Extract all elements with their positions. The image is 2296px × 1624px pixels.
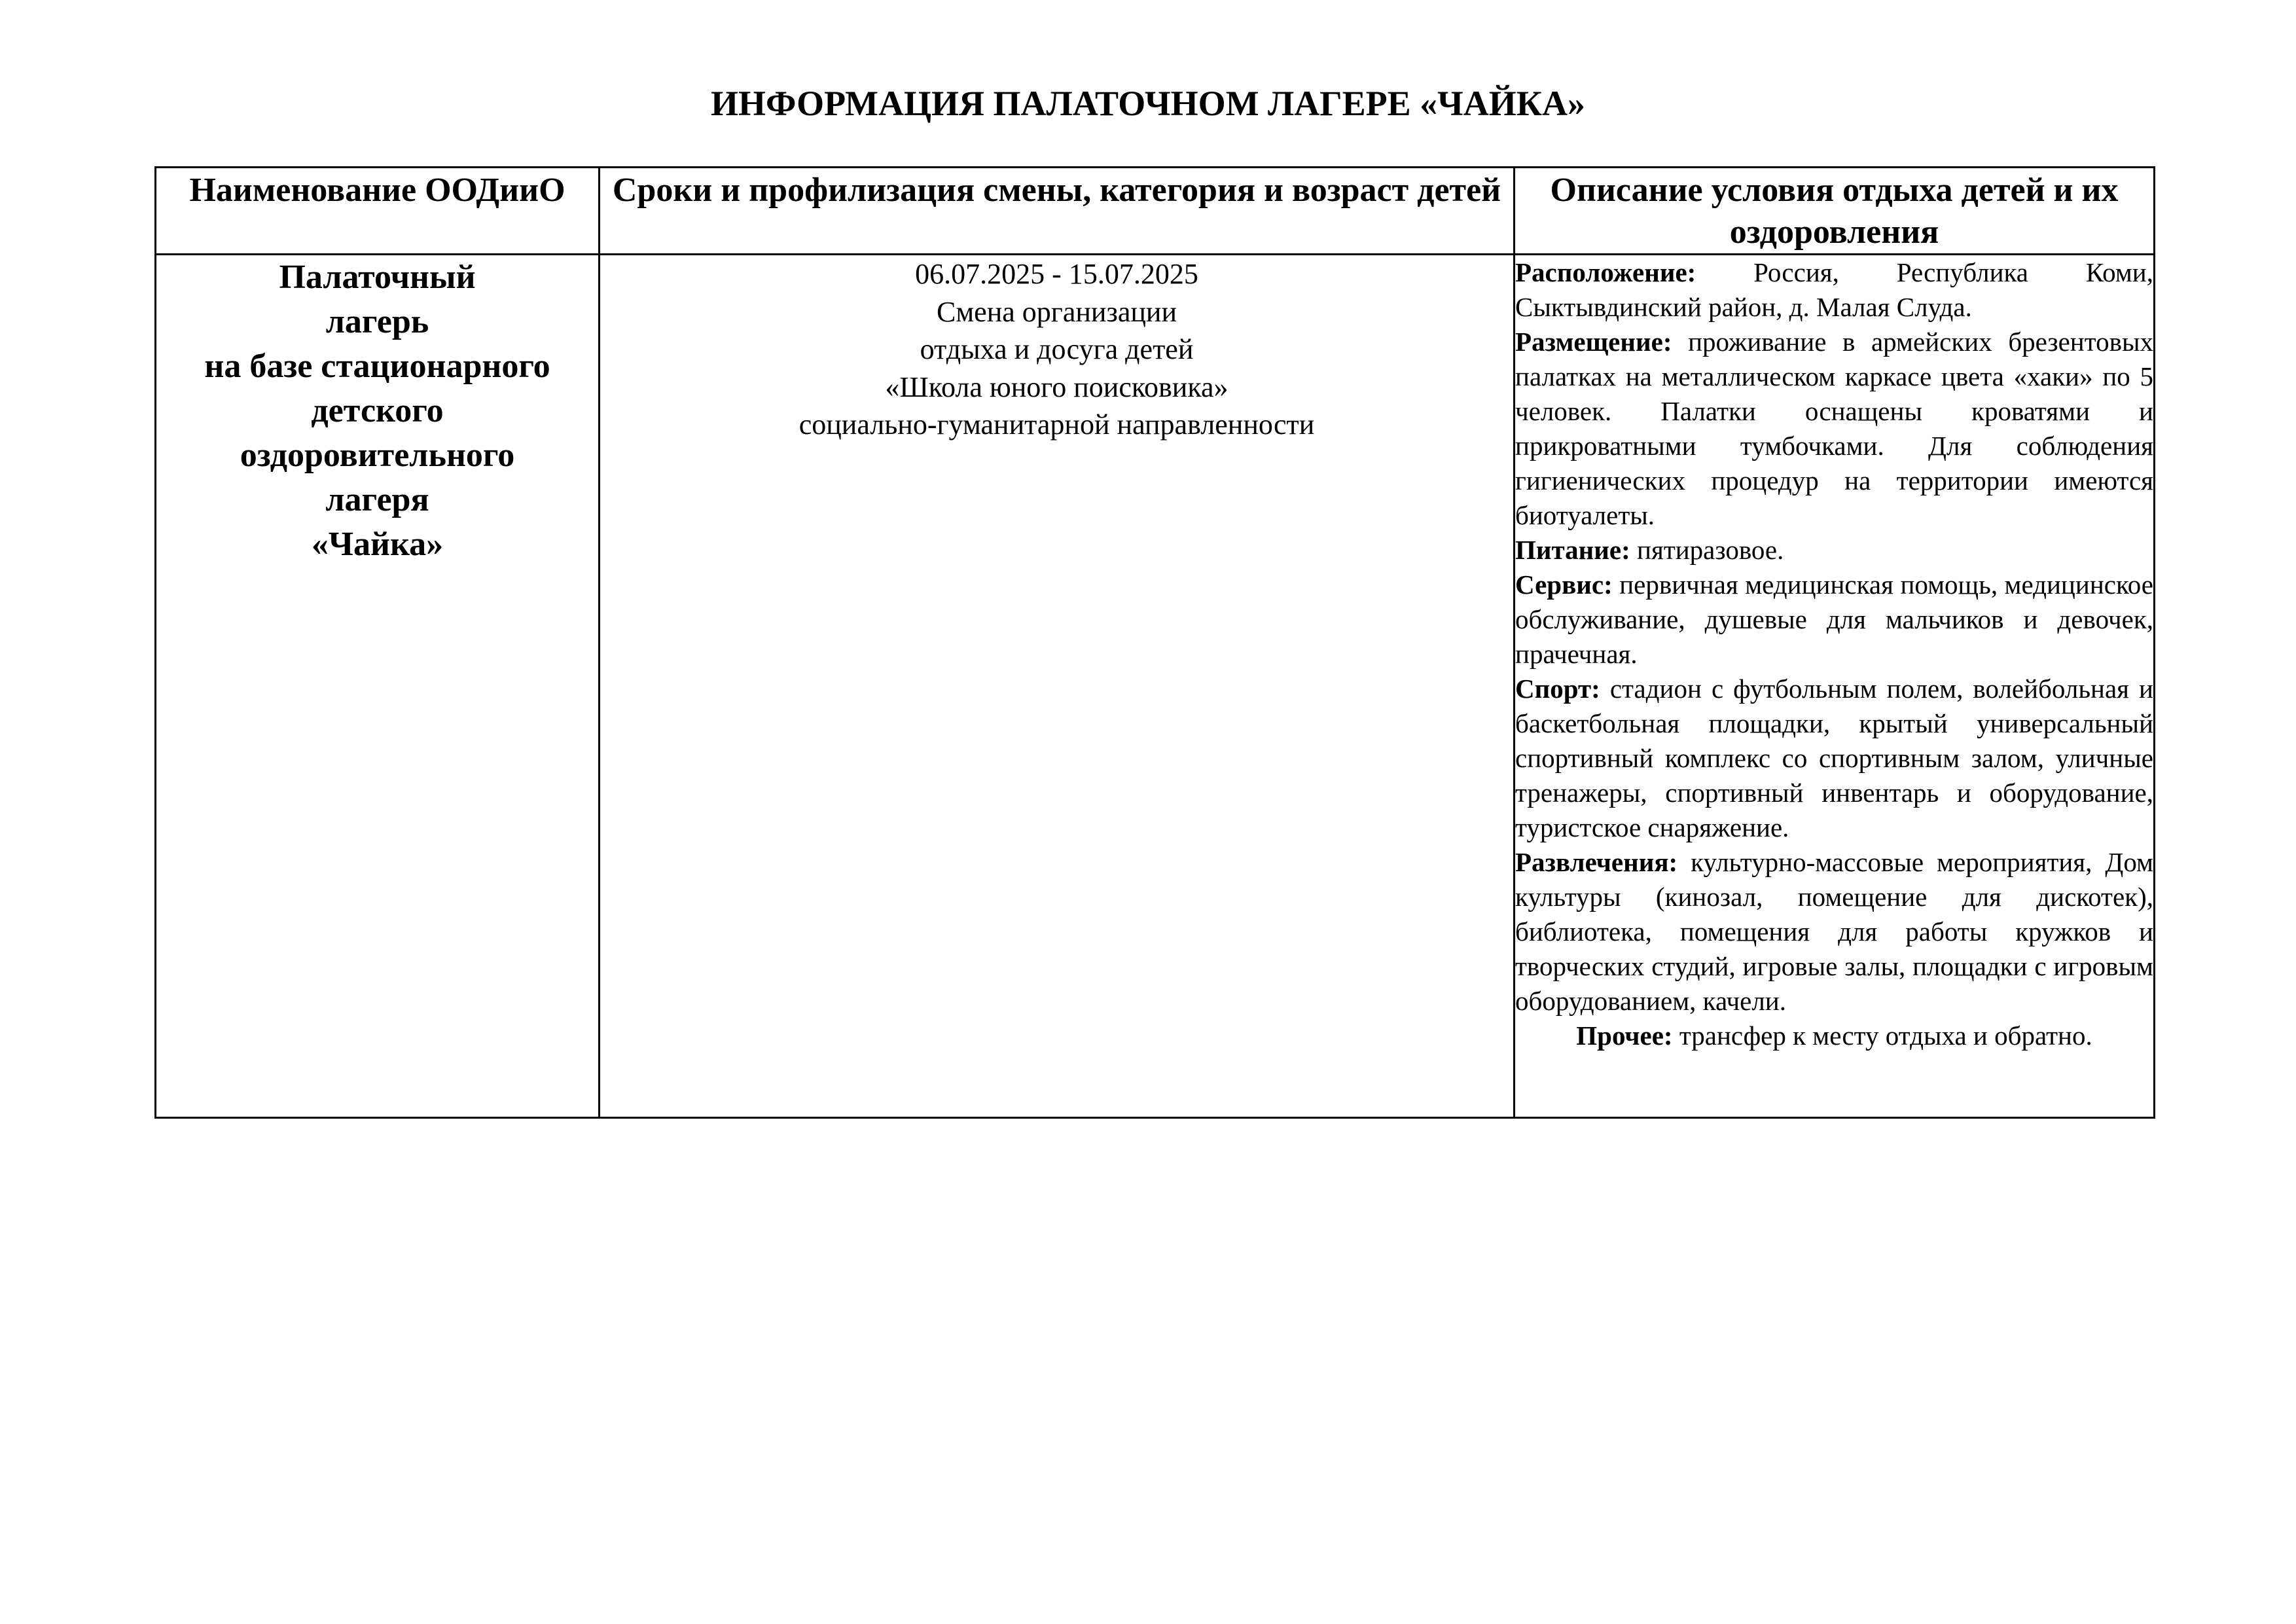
shift-type-line: отдыха и досуга детей xyxy=(920,333,1194,365)
description-text: стадион с футбольным полем, волейбольная и баскетбольная площадки, крытый универсальный спортивный комплекс со спортивным залом, уличные тренажеры, спортивный инвентарь и оборудование, туристское снаряжение. xyxy=(1515,674,2153,842)
description-entertainment xyxy=(1515,845,2153,1019)
description-meals xyxy=(1515,533,2153,568)
camp-name-line: Палаточный xyxy=(279,259,476,296)
header-terms xyxy=(600,168,1515,255)
camp-info-table xyxy=(154,166,2155,1119)
description-other xyxy=(1515,1019,2153,1053)
description-label: Размещение: xyxy=(1515,327,1672,357)
table-row xyxy=(156,255,2155,1118)
description-service xyxy=(1515,568,2153,672)
description-text: проживание в армейских брезентовых палатках на металлическом каркасе цвета «хаки» по 5 человек. Палатки оснащены кроватями и прикроватными тумбочками. Для соблюдения гигиенических процедур на территории имеются биотуалеты. xyxy=(1515,327,2153,530)
table-header-row xyxy=(156,168,2155,255)
camp-name-line: «Чайка» xyxy=(311,526,444,563)
description-label: Развлечения: xyxy=(1515,847,1678,877)
header-terms-text: Сроки и профилизация смены, категория и возраст детей xyxy=(612,171,1501,209)
description-text: трансфер к месту отдыха и обратно. xyxy=(1672,1020,2092,1051)
description-label: Прочее: xyxy=(1576,1020,1673,1051)
camp-name-line: лагерь xyxy=(325,303,429,340)
header-description-text: Описание условия отдыха детей и их оздоровления xyxy=(1550,171,2119,251)
shift-terms-cell xyxy=(600,255,1515,1118)
header-name xyxy=(156,168,600,255)
camp-name-line: детского xyxy=(311,392,444,429)
description-text: культурно-массовые мероприятия, Дом культуры (кинозал, помещение для дискотек), библиотека, помещения для работы кружков и творческих студий, игровые залы, площадки с игровым оборудованием, качели. xyxy=(1515,847,2153,1016)
conditions-description-cell xyxy=(1515,255,2155,1118)
camp-name-line: лагеря xyxy=(325,481,429,518)
header-name-text: Наименование ООДииО xyxy=(189,171,565,209)
shift-type-line: Смена организации xyxy=(936,295,1177,328)
description-accommodation xyxy=(1515,325,2153,533)
description-label: Расположение: xyxy=(1515,257,1696,287)
description-location xyxy=(1515,255,2153,325)
shift-program-name: «Школа юного поисковика» xyxy=(885,370,1229,403)
description-text: Россия, Республика Коми, Сыктывдинский район, д. Малая Слуда. xyxy=(1515,257,2153,322)
header-description xyxy=(1515,168,2155,255)
camp-name-cell xyxy=(156,255,600,1118)
description-label: Питание: xyxy=(1515,535,1630,565)
description-sport xyxy=(1515,672,2153,845)
shift-dates: 06.07.2025 - 15.07.2025 xyxy=(915,258,1198,290)
description-label: Сервис: xyxy=(1515,569,1613,600)
shift-direction: социально-гуманитарной направленности xyxy=(798,408,1315,441)
page-title: ИНФОРМАЦИЯ ПАЛАТОЧНОМ ЛАГЕРЕ «ЧАЙКА» xyxy=(711,84,1585,123)
camp-name-line: оздоровительного xyxy=(240,437,515,474)
description-text: пятиразовое. xyxy=(1630,535,1784,565)
description-text: первичная медицинская помощь, медицинское обслуживание, душевые для мальчиков и девочек, прачечная. xyxy=(1515,569,2153,669)
camp-name-line: на базе стационарного xyxy=(204,348,550,385)
description-label: Спорт: xyxy=(1515,674,1600,704)
